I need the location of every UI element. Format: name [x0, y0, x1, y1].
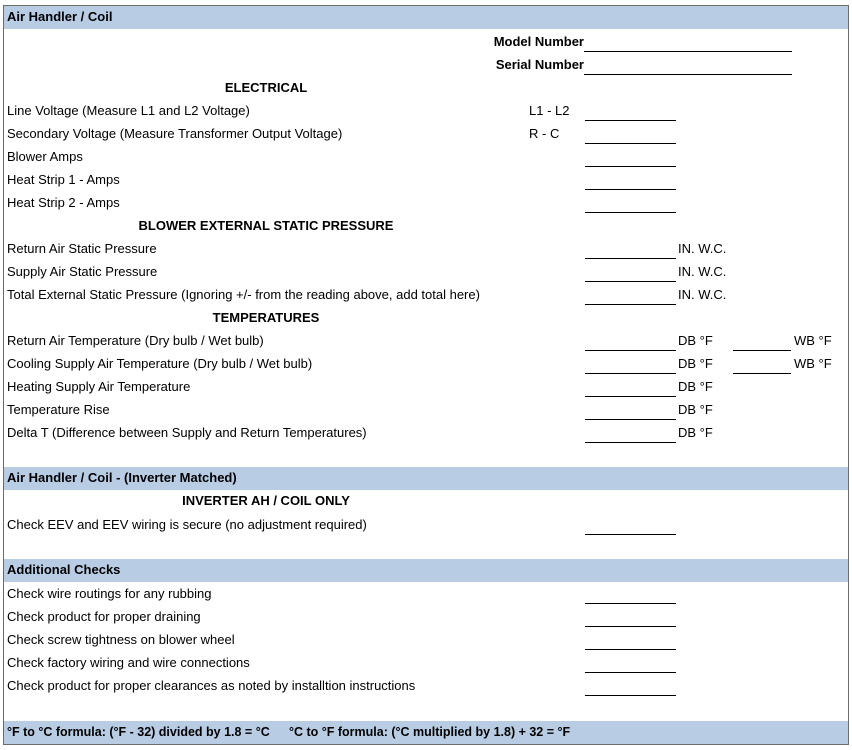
- delta-t-unit: DB °F: [678, 425, 713, 440]
- line-voltage-label: Line Voltage (Measure L1 and L2 Voltage): [7, 103, 250, 118]
- section-header-air-handler: [4, 6, 848, 29]
- heating-supply-field[interactable]: [585, 396, 676, 397]
- heating-supply-unit: DB °F: [678, 379, 713, 394]
- cooling-supply-wb-field[interactable]: [733, 373, 791, 374]
- inverter-heading: INVERTER AH / COIL ONLY: [182, 493, 350, 508]
- clearances-check-label: Check product for proper clearances as noted by installtion instructions: [7, 678, 416, 693]
- return-air-wb-unit: WB °F: [794, 333, 832, 348]
- screw-tightness-check-field[interactable]: [585, 649, 676, 650]
- blower-amps-field[interactable]: [585, 166, 676, 167]
- return-air-wb-field[interactable]: [733, 350, 791, 351]
- blower-amps-label: Blower Amps: [7, 149, 83, 164]
- screw-tightness-check-label: Check screw tightness on blower wheel: [7, 632, 235, 647]
- temperature-rise-field[interactable]: [585, 419, 676, 420]
- section-title: Additional Checks: [7, 562, 121, 577]
- heat-strip-2-label: Heat Strip 2 - Amps: [7, 195, 120, 210]
- section-header-additional: [4, 559, 848, 582]
- secondary-voltage-label: Secondary Voltage (Measure Transformer Output Voltage): [7, 126, 343, 141]
- serial-number-label: Serial Number: [495, 57, 584, 72]
- secondary-voltage-code: R - C: [529, 126, 560, 141]
- return-static-label: Return Air Static Pressure: [7, 241, 157, 256]
- supply-static-unit: IN. W.C.: [678, 264, 727, 279]
- heat-strip-2-field[interactable]: [585, 212, 676, 213]
- return-static-unit: IN. W.C.: [678, 241, 727, 256]
- supply-static-label: Supply Air Static Pressure: [7, 264, 158, 279]
- model-number-field[interactable]: [584, 51, 792, 52]
- cooling-supply-db-field[interactable]: [585, 373, 676, 374]
- total-static-label: Total External Static Pressure (Ignoring +/- from the reading above, add total here): [7, 287, 480, 302]
- heating-supply-temp-label: Heating Supply Air Temperature: [7, 379, 191, 394]
- return-air-temp-label: Return Air Temperature (Dry bulb / Wet bulb): [7, 333, 264, 348]
- wire-routing-check-label: Check wire routings for any rubbing: [7, 586, 212, 601]
- total-static-unit: IN. W.C.: [678, 287, 727, 302]
- c-to-f-formula: °C to °F formula: (°C multiplied by 1.8) + 32 = °F: [289, 725, 571, 739]
- return-air-db-field[interactable]: [585, 350, 676, 351]
- delta-t-label: Delta T (Difference between Supply and Return Temperatures): [7, 425, 367, 440]
- static-pressure-heading: BLOWER EXTERNAL STATIC PRESSURE: [138, 218, 394, 233]
- line-voltage-field[interactable]: [585, 120, 676, 121]
- heat-strip-1-field[interactable]: [585, 189, 676, 190]
- formula-footer: [4, 721, 848, 744]
- section-title: Air Handler / Coil - (Inverter Matched): [7, 470, 237, 485]
- section-header-inverter: [4, 467, 848, 490]
- line-voltage-code: L1 - L2: [529, 103, 570, 118]
- wire-routing-check-field[interactable]: [585, 603, 676, 604]
- cooling-supply-wb-unit: WB °F: [794, 356, 832, 371]
- cooling-supply-temp-label: Cooling Supply Air Temperature (Dry bulb / Wet bulb): [7, 356, 313, 371]
- f-to-c-formula: °F to °C formula: (°F - 32) divided by 1.8 = °C: [7, 725, 270, 739]
- eev-check-label: Check EEV and EEV wiring is secure (no adjustment required): [7, 517, 367, 532]
- return-air-db-unit: DB °F: [678, 333, 713, 348]
- service-checklist-sheet: [3, 5, 849, 745]
- temperature-rise-unit: DB °F: [678, 402, 713, 417]
- clearances-check-field[interactable]: [585, 695, 676, 696]
- model-number-label: Model Number: [493, 34, 584, 49]
- electrical-heading: ELECTRICAL: [224, 80, 308, 95]
- secondary-voltage-field[interactable]: [585, 143, 676, 144]
- serial-number-field[interactable]: [584, 74, 792, 75]
- section-title: Air Handler / Coil: [7, 9, 113, 24]
- return-static-field[interactable]: [585, 258, 676, 259]
- draining-check-label: Check product for proper draining: [7, 609, 201, 624]
- factory-wiring-check-label: Check factory wiring and wire connections: [7, 655, 250, 670]
- total-static-field[interactable]: [585, 304, 676, 305]
- eev-check-field[interactable]: [585, 534, 676, 535]
- temperature-rise-label: Temperature Rise: [7, 402, 110, 417]
- supply-static-field[interactable]: [585, 281, 676, 282]
- heat-strip-1-label: Heat Strip 1 - Amps: [7, 172, 120, 187]
- cooling-supply-db-unit: DB °F: [678, 356, 713, 371]
- factory-wiring-check-field[interactable]: [585, 672, 676, 673]
- temperatures-heading: TEMPERATURES: [212, 310, 320, 325]
- draining-check-field[interactable]: [585, 626, 676, 627]
- delta-t-field[interactable]: [585, 442, 676, 443]
